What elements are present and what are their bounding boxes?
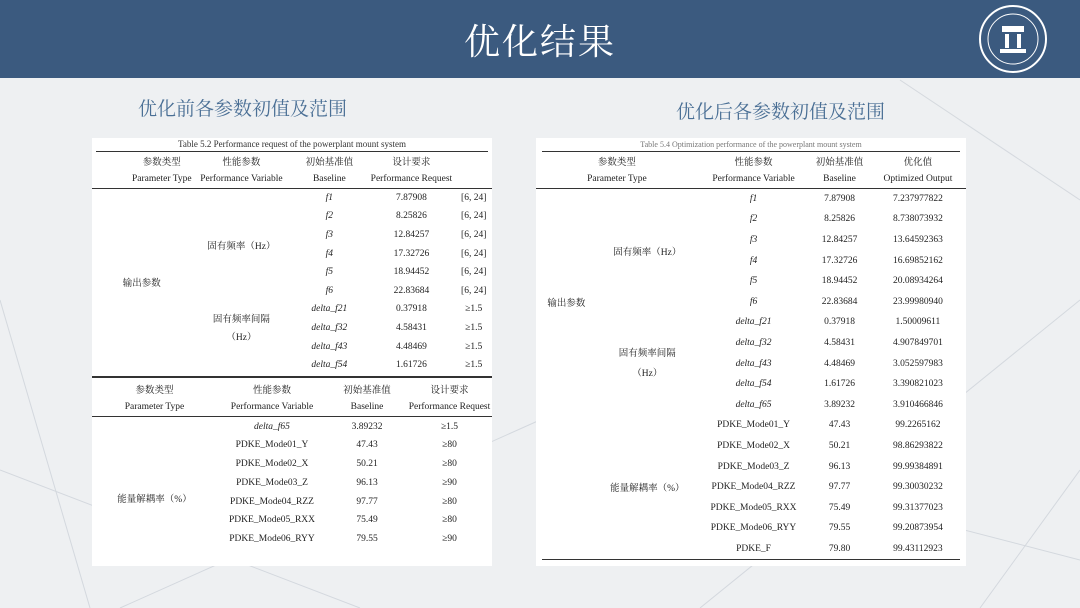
- cell-optimized: 99.20873954: [892, 523, 943, 534]
- cell-baseline: 79.55: [828, 523, 851, 534]
- left-table-caption: Table 5.2 Performance request of the powerplant mount system: [96, 138, 488, 152]
- cell-variable: delta_f43: [735, 358, 772, 369]
- table-row: [536, 312, 966, 333]
- cell-variable: delta_f21: [311, 304, 348, 315]
- table-row: [536, 415, 966, 436]
- cell-optimized: 99.31377023: [892, 502, 943, 513]
- cell-optimized: 3.910466846: [892, 399, 943, 410]
- cell-request: ≥90: [442, 477, 457, 488]
- header-cn-req: 设计要求: [392, 158, 431, 168]
- cell-request: ≥80: [442, 496, 457, 507]
- cell-variable: f5: [325, 267, 334, 278]
- cell-baseline: 0.37918: [824, 317, 855, 328]
- group-decouple-label: 能量解耦率（%）: [117, 494, 192, 505]
- cell-baseline: 75.49: [356, 515, 378, 526]
- right-table: [536, 152, 966, 559]
- cell-baseline: 96.13: [828, 461, 851, 472]
- cell-variable: PDKE_Mode04_RZZ: [711, 482, 796, 493]
- cell-variable: f3: [749, 234, 758, 245]
- table-row: [92, 417, 492, 436]
- cell-optimized: 99.30030232: [892, 482, 943, 493]
- cell-variable: PDKE_Mode01_Y: [717, 420, 790, 431]
- cell-variable: f1: [325, 193, 334, 204]
- group-output-label: 输出参数: [122, 278, 161, 289]
- right-subtitle: 优化后各参数初值及范围: [676, 101, 886, 123]
- cell-baseline: 17.32726: [393, 248, 430, 259]
- group-output-label: 输出参数: [547, 299, 586, 310]
- cell-baseline: 12.84257: [393, 229, 430, 240]
- table-row: [536, 189, 966, 210]
- cell-request: ≥1.5: [465, 360, 483, 371]
- header2-cn-base: 初始基准值: [343, 386, 391, 397]
- header-cn-var: 性能参数: [222, 158, 261, 168]
- cell-baseline: 4.48469: [824, 358, 855, 369]
- cell-request: ≥1.5: [465, 322, 483, 333]
- cell-optimized: 16.69852162: [892, 255, 943, 266]
- slide-title: 优化结果: [463, 22, 616, 63]
- cell-variable: f4: [325, 248, 334, 259]
- header2-cn-var: 性能参数: [252, 386, 291, 397]
- cell-request: ≥80: [442, 458, 457, 469]
- cell-baseline: 22.83684: [393, 285, 430, 296]
- cell-baseline: 0.37918: [395, 304, 427, 315]
- cell-baseline: 47.43: [356, 440, 378, 451]
- header-en-var: Performance Variable: [200, 174, 283, 184]
- cell-baseline: 1.61726: [395, 360, 427, 371]
- cell-variable: delta_f32: [311, 322, 348, 333]
- r-header-en-opt: Optimized Output: [883, 174, 953, 184]
- cell-variable: delta_f54: [311, 360, 348, 371]
- cell-variable: f5: [749, 276, 758, 287]
- r-header-cn-type: 参数类型: [597, 158, 636, 168]
- cell-variable: PDKE_Mode06_RYY: [229, 534, 315, 545]
- cell-variable: f1: [749, 194, 758, 205]
- r-header-cn-opt: 优化值: [903, 158, 933, 168]
- cell-optimized: 13.64592363: [892, 234, 943, 245]
- cell-request: ≥1.5: [465, 304, 483, 315]
- cell-variable: delta_f65: [254, 421, 290, 432]
- header2-cn-type: 参数类型: [135, 386, 174, 397]
- cell-baseline: 3.89232: [351, 421, 383, 432]
- table-row: [92, 189, 492, 208]
- cell-variable: f2: [325, 211, 334, 222]
- cell-baseline: 22.83684: [821, 296, 858, 307]
- header-cn-type: 参数类型: [142, 158, 181, 168]
- header-en-type: Parameter Type: [132, 174, 192, 184]
- cell-baseline: 18.94452: [393, 267, 430, 278]
- cell-variable: delta_f65: [735, 399, 772, 410]
- cell-request: [6, 24]: [461, 267, 487, 278]
- cell-baseline: 8.25826: [824, 214, 855, 225]
- cell-optimized: 7.237977822: [892, 194, 943, 205]
- cell-optimized: 3.390821023: [892, 379, 943, 390]
- cell-request: [6, 24]: [461, 211, 487, 222]
- cell-request: ≥90: [442, 534, 457, 545]
- cell-variable: PDKE_Mode05_RXX: [228, 515, 316, 526]
- left-table-top: [92, 152, 492, 374]
- r-header-cn-var: 性能参数: [734, 158, 773, 168]
- header2-en-var: Performance Variable: [230, 402, 314, 413]
- cell-variable: PDKE_Mode03_Z: [236, 477, 308, 488]
- cell-request: [6, 24]: [461, 285, 487, 296]
- cell-baseline: 4.58431: [824, 337, 855, 348]
- group-interval-label: （Hz）: [632, 368, 663, 379]
- cell-optimized: 4.907849701: [892, 337, 943, 348]
- r-header-en-type: Parameter Type: [587, 174, 647, 184]
- cell-optimized: 98.86293822: [892, 440, 943, 451]
- cell-optimized: 1.50009611: [895, 317, 941, 328]
- cell-optimized: 8.738073932: [892, 214, 943, 225]
- header2-en-base: Baseline: [350, 402, 384, 413]
- cell-baseline: 75.49: [828, 502, 851, 513]
- cell-variable: f2: [749, 214, 758, 225]
- cell-baseline: 96.13: [356, 477, 378, 488]
- cell-baseline: 18.94452: [821, 276, 858, 287]
- cell-baseline: 7.87908: [824, 194, 855, 205]
- cell-variable: PDKE_Mode03_Z: [717, 461, 790, 472]
- cell-baseline: 97.77: [828, 482, 851, 493]
- header-cn-base: 初始基准值: [305, 158, 354, 168]
- university-seal-icon: [978, 4, 1048, 74]
- cell-request: ≥1.5: [440, 421, 459, 432]
- cell-baseline: 4.58431: [395, 322, 427, 333]
- group-interval-label: （Hz）: [226, 333, 257, 344]
- cell-baseline: 12.84257: [821, 234, 858, 245]
- cell-request: ≥1.5: [465, 341, 483, 352]
- cell-variable: PDKE_F: [736, 543, 771, 554]
- cell-baseline: 17.32726: [821, 255, 858, 266]
- group-interval-label: 固有频率间隔: [618, 348, 676, 359]
- cell-baseline: 47.43: [828, 420, 851, 431]
- group-interval-label: 固有频率间隔: [212, 315, 270, 326]
- cell-optimized: 23.99980940: [892, 296, 943, 307]
- cell-baseline: 4.48469: [395, 341, 427, 352]
- left-subtitle: 优化前各参数初值及范围: [138, 98, 348, 120]
- cell-variable: PDKE_Mode02_X: [717, 440, 790, 451]
- cell-request: [6, 24]: [461, 248, 487, 259]
- cell-variable: f4: [749, 255, 758, 266]
- cell-optimized: 99.99384891: [892, 461, 943, 472]
- cell-baseline: 1.61726: [824, 379, 855, 390]
- cell-request: [6, 24]: [461, 193, 487, 204]
- cell-request: ≥80: [442, 440, 457, 451]
- header2-en-req: Performance Request: [408, 402, 491, 413]
- header2-en-type: Parameter Type: [124, 402, 185, 413]
- cell-baseline: 97.77: [356, 496, 378, 507]
- cell-baseline: 7.87908: [395, 193, 427, 204]
- header2-cn-req: 设计要求: [430, 386, 469, 397]
- cell-variable: PDKE_Mode04_RZZ: [230, 496, 314, 507]
- r-header-en-var: Performance Variable: [712, 174, 795, 184]
- cell-variable: PDKE_Mode05_RXX: [710, 502, 797, 513]
- right-table-caption: Table 5.4 Optimization performance of the powerplant mount system: [542, 138, 960, 152]
- cell-optimized: 3.052597983: [892, 358, 943, 369]
- group-freq-label: 固有频率（Hz）: [207, 241, 276, 252]
- right-table-panel: [536, 138, 966, 566]
- cell-optimized: 99.43112923: [893, 543, 943, 554]
- cell-optimized: 99.2265162: [895, 420, 941, 431]
- cell-baseline: 50.21: [828, 440, 851, 451]
- r-header-cn-base: 初始基准值: [815, 158, 864, 168]
- cell-baseline: 8.25826: [395, 211, 427, 222]
- header-en-base: Baseline: [312, 174, 346, 184]
- cell-baseline: 50.21: [356, 458, 378, 469]
- left-table-panel: [92, 138, 492, 566]
- cell-variable: PDKE_Mode06_RYY: [710, 523, 797, 534]
- group-freq-label: 固有频率（Hz）: [613, 247, 682, 258]
- r-header-en-base: Baseline: [823, 174, 856, 184]
- header-en-req: Performance Request: [370, 174, 453, 184]
- cell-variable: f3: [325, 229, 334, 240]
- cell-optimized: 20.08934264: [892, 276, 943, 287]
- cell-variable: delta_f32: [735, 337, 772, 348]
- cell-request: ≥80: [442, 515, 457, 526]
- cell-variable: PDKE_Mode02_X: [235, 458, 309, 469]
- cell-baseline: 3.89232: [824, 399, 855, 410]
- cell-variable: delta_f54: [735, 379, 772, 390]
- cell-variable: PDKE_Mode01_Y: [235, 440, 309, 451]
- group-decouple-label: 能量解耦率（%）: [610, 484, 685, 495]
- cell-baseline: 79.80: [828, 543, 851, 554]
- cell-variable: delta_f43: [311, 341, 348, 352]
- cell-variable: f6: [749, 296, 758, 307]
- cell-variable: f6: [325, 285, 334, 296]
- left-table-bottom: [92, 380, 492, 548]
- cell-variable: delta_f21: [735, 317, 772, 328]
- cell-request: [6, 24]: [461, 229, 487, 240]
- cell-baseline: 79.55: [356, 534, 378, 545]
